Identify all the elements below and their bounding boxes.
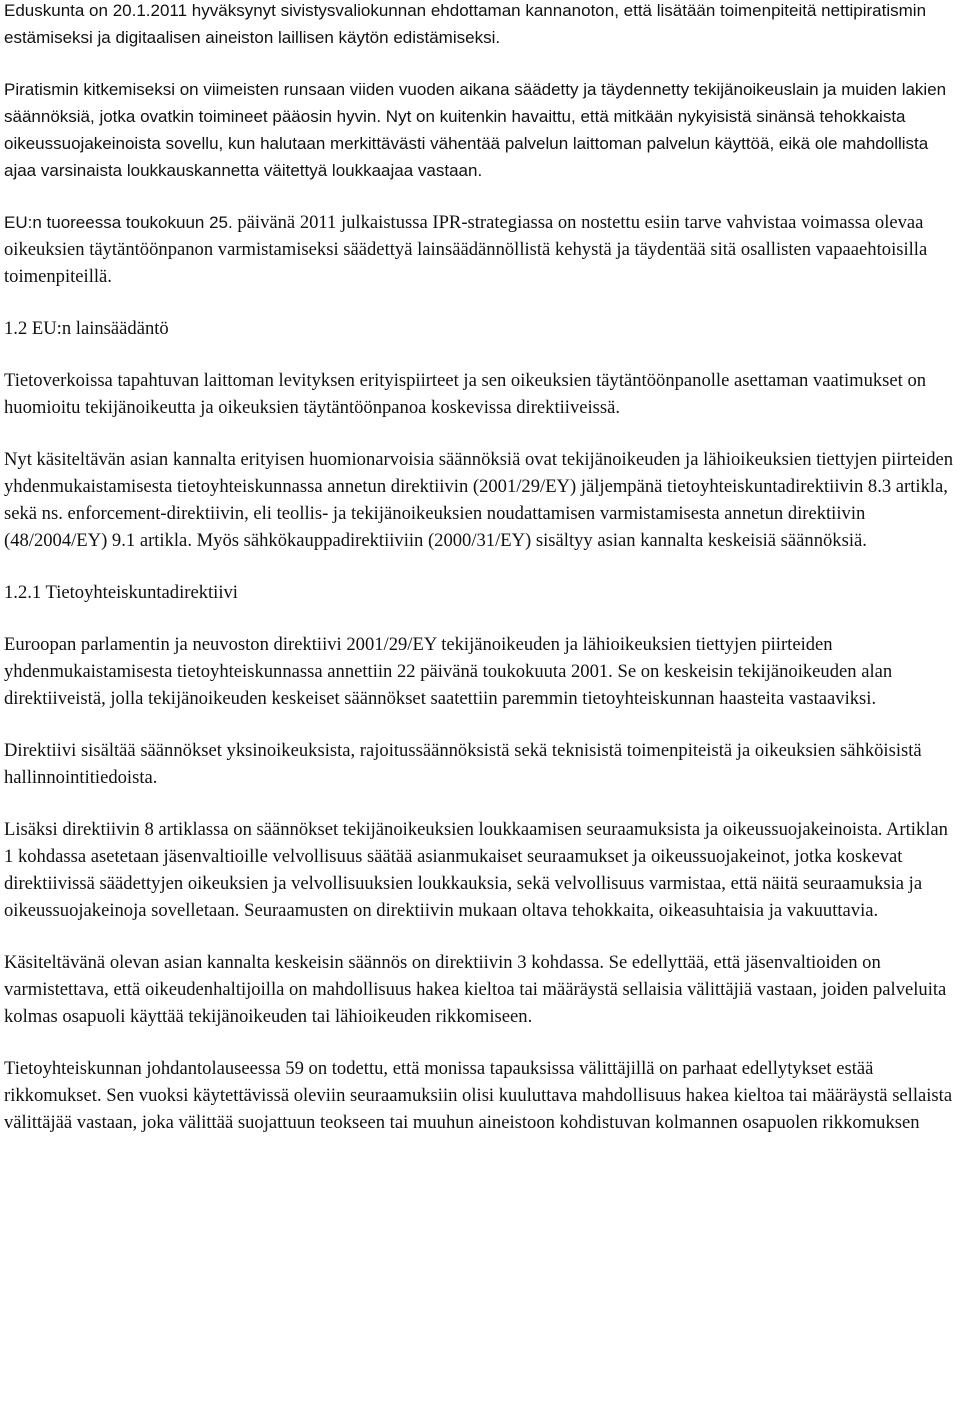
paragraph-article-8-3: Käsiteltävänä olevan asian kannalta keskeisin säännös on direktiivin 3 kohdassa. Se edellyttää, että jäsenvaltioiden on varmistettava, että oikeudenhaltijoilla on mahdollisuus hakea kieltoa tai määräystä sellaisia välittäjiä vastaan, joiden palveluita kolmas osapuoli käyttää tekijänoikeuden tai lähioikeuden rikkomiseen. [4,952,947,1027]
paragraph-piracy-legislation-part-b: Nyt on kuitenkin havaittu, että mitkään nykyisistä sinänsä tehokkaista oikeussuojakeinoista sovellu, kun halutaan merkittävästi vähentää palvelun laittoman palvelun käyttöä, eikä ole mahdollista ajaa varsinaista loukkauskannetta väitettyä loukkaajaa vastaan. [4,107,929,180]
paragraph-directive-2001-29: Euroopan parlamentin ja neuvoston direktiivi 2001/29/EY tekijänoikeuden ja lähioikeuksien tiettyjen piirteiden yhdenmukaistamisesta tietoyhteiskunnassa annettiin 22 päivänä toukokuuta 2001. Se on keskeisin tekijänoikeuden alan direktiiveistä, jolla tekijänoikeuden keskeiset säännökset saatettiin paremmin tietoyhteiskunnan haasteita vastaaviksi. [4,634,893,709]
document-page [4,0,956,1161]
paragraph-key-provisions: Nyt käsiteltävän asian kannalta erityisen huomionarvoisia säännöksiä ovat tekijänoikeuden ja lähioikeuksien tiettyjen piirteiden yhdenmukaistamisesta tietoyhteiskunnassa annetun direktiivin (2001/29/EY) jäljempänä tietoyhteiskuntadirektiivin 8.3 artikla, sekä ns. enforcement-direktiivin, eli teollis- ja tekijänoikeuksien noudattamisen varmistamisesta annetun direktiivin (48/2004/EY) 9.1 artikla. Myös sähkökauppadirektiiviin (2000/31/EY) sisältyy asian kannalta keskeisiä säännöksiä. [4,449,954,551]
paragraph-parliament-statement: Eduskunta on 20.1.2011 hyväksynyt sivistysvaliokunnan ehdottaman kannanoton, että lisätään toimenpiteitä nettipiratismin estämiseksi ja digitaalisen aineiston laillisen käytön edistämiseksi. [4,1,927,47]
paragraph-piracy-legislation [4,76,956,184]
paragraph-directive-contents: Direktiivi sisältää säännökset yksinoikeuksista, rajoitussäännöksistä sekä teknisistä toimenpiteistä ja oikeuksien sähköisistä hallinnointitiedoista. [4,740,922,788]
section-heading-infosoc-directive: 1.2.1 Tietoyhteiskuntadirektiivi [4,582,238,603]
paragraph-ipr-strategy-part-a: EU:n tuoreessa toukokuun 25. [4,213,233,232]
paragraph-recital-59: Tietoyhteiskunnan johdantolauseessa 59 on todettu, että monissa tapauksissa välittäjillä on parhaat edellytykset estää rikkomukset. Sen vuoksi käytettävissä oleviin seuraamuksiin olisi kuuluttava mahdollisuus hakea kieltoa tai määräystä sellaista välittäjää vastaan, joka välittää suojattuun teokseen tai muuhun aineistoon kohdistuvan kolmannen osapuolen rikkomuksen [4,1058,953,1133]
paragraph-piracy-legislation-part-a: Piratismin kitkemiseksi on viimeisten runsaan viiden vuoden aikana säädetty ja täydennetty tekijänoikeuslain ja muiden lakien säännöksiä, jotka ovatkin toimineet pääosin hyvin. [4,80,947,126]
paragraph-ipr-strategy [4,209,956,290]
paragraph-article-8: Lisäksi direktiivin 8 artiklassa on säännökset tekijänoikeuksien loukkaamisen seuraamuksista ja oikeussuojakeinoista. Artiklan 1 kohdassa asetetaan jäsenvaltioille velvollisuus säätää asianmukaiset seuraamukset ja oikeussuojakeinot, jotka koskevat direktiivissä säädettyjen oikeuksien ja velvollisuuksien loukkauksia, sekä velvollisuus varmistaa, että näitä seuraamuksia ja oikeussuojakeinoja sovelletaan. Seuraamusten on direktiivin mukaan oltava tehokkaita, oikeasuhtaisia ja vakuuttavia. [4,819,948,921]
section-heading-eu-legislation: 1.2 EU:n lainsäädäntö [4,318,169,339]
paragraph-directives-overview: Tietoverkoissa tapahtuvan laittoman levityksen erityispiirteet ja sen oikeuksien täytäntöönpanolle asettaman vaatimukset on huomioitu tekijänoikeutta ja oikeuksien täytäntöönpanoa koskevissa direktiiveissä. [4,370,927,418]
paragraph-ipr-strategy-part-b: päivänä 2011 julkaistussa IPR-strategiassa on nostettu esiin tarve vahvistaa voimassa olevaa oikeuksien täytäntöönpanon varmistamiseksi säädettyä lainsäädännöllistä kehystä ja täydentää sitä osallisten vapaaehtoisilla toimenpiteillä. [4,212,928,287]
